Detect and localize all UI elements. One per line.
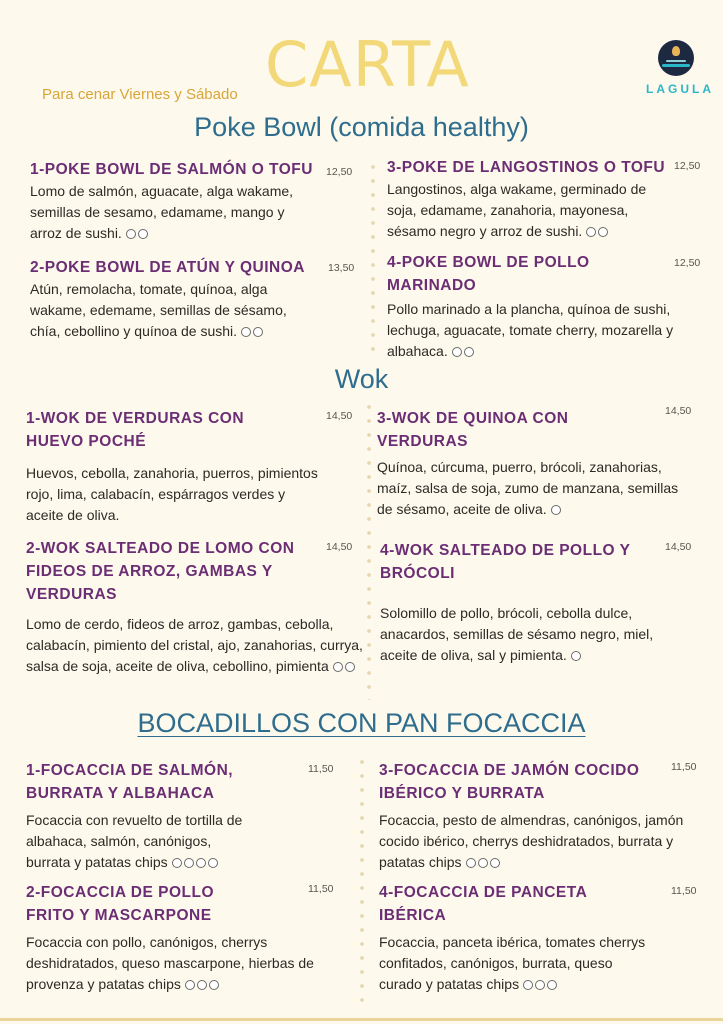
menu-item-poke1 [30,158,360,244]
page-title: CARTA [265,28,470,101]
menu-item-wok4 [380,539,710,666]
section-title-poke: Poke Bowl (comida healthy) [194,112,529,142]
item-description: Lomo de cerdo, fideos de arroz, gambas, cebolla, calabacín, pimiento del cristal, ajo, zanahorias, currya, salsa de soja, aceite de oliva, cebollino, pimienta [26,616,363,674]
section-title-bocadillos: BOCADILLOS CON PAN FOCACCIA [137,708,586,738]
menu-item-foc2 [26,881,356,995]
item-description: Quínoa, cúrcuma, puerro, brócoli, zanahorias, maíz, salsa de soja, zumo de manzana, semillas de sésamo, aceite de oliva. [377,459,679,517]
item-price: 14,50 [665,541,692,553]
allergen-icon [333,662,343,672]
allergen-icon [184,858,194,868]
item-price: 14,50 [326,541,353,553]
allergen-icon [452,347,462,357]
logo [646,40,714,96]
item-price: 13,50 [328,262,355,274]
allergen-icon [185,980,195,990]
allergen-icon [523,980,533,990]
allergen-icon [478,858,488,868]
item-name: 4-POKE BOWL DE POLLO MARINADO [387,254,590,294]
item-description: Focaccia, pesto de almendras, canónigos, jamón cocido ibérico, cherrys deshidratados, burrata y patatas chips [379,812,684,870]
allergen-icon [208,858,218,868]
item-description: Atún, remolacha, tomate, quínoa, alga wakame, edemame, semillas de sésamo, chía, cebollino y quínoa de sushi. [30,281,287,339]
item-price: 11,50 [671,885,697,897]
item-price: 11,50 [308,763,334,775]
item-description: Focaccia con revuelto de tortilla de albahaca, salmón, canónigos, burrata y patatas chips [26,812,243,870]
section-title-wok: Wok [334,364,389,394]
allergen-icon [209,980,219,990]
menu-item-foc3 [379,759,709,873]
item-name: 2-POKE BOWL DE ATÚN Y QUINOA [30,259,305,276]
menu-item-wok1 [26,407,366,526]
column-divider [371,160,375,355]
item-description: Langostinos, alga wakame, germinado de soja, edamame, zanahoria, mayonesa, sésamo negro y arroz de sushi. [387,181,647,239]
item-description: Focaccia, panceta ibérica, tomates cherrys confitados, canónigos, burrata, queso curado y patatas chips [379,934,646,992]
bottom-rule [0,1018,723,1021]
item-price: 11,50 [308,883,334,895]
item-price: 11,50 [671,761,697,773]
allergen-icon [598,227,608,237]
item-description: Solomillo de pollo, brócoli, cebolla dulce, anacardos, semillas de sésamo negro, miel, aceite de oliva, sal y pimienta. [380,605,654,663]
item-name: 4-WOK SALTEADO DE POLLO Y BRÓCOLI [380,542,631,582]
allergen-icon [253,327,263,337]
menu-item-poke2 [30,256,360,342]
item-price: 14,50 [326,410,353,422]
item-description: Huevos, cebolla, zanahoria, puerros, pimientos rojo, lima, calabacín, espárragos verdes y aceite de oliva. [26,465,318,523]
item-name: 3-FOCACCIA DE JAMÓN COCIDO IBÉRICO Y BURRATA [379,762,640,802]
item-name: 1-WOK DE VERDURAS CON HUEVO POCHÉ [26,410,245,450]
page-subtitle: Para cenar Viernes y Sábado [42,86,238,103]
item-name: 2-WOK SALTEADO DE LOMO CON FIDEOS DE ARROZ, GAMBAS Y VERDURAS [26,540,295,603]
item-name: 2-FOCACCIA DE POLLO FRITO Y MASCARPONE [26,884,215,924]
allergen-icon [490,858,500,868]
allergen-icon [551,505,561,515]
allergen-icon [197,980,207,990]
item-name: 4-FOCACCIA DE PANCETA IBÉRICA [379,884,587,924]
allergen-icon [126,229,136,239]
allergen-icon [571,651,581,661]
menu-item-foc1 [26,759,356,873]
logo-icon [658,40,694,76]
menu-item-poke3 [387,156,707,242]
item-description: Lomo de salmón, aguacate, alga wakame, semillas de sesamo, edamame, mango y arroz de sushi. [30,183,294,241]
allergen-icon [138,229,148,239]
allergen-icon [345,662,355,672]
allergen-icon [196,858,206,868]
item-description: Focaccia con pollo, canónigos, cherrys deshidratados, queso mascarpone, hierbas de provenza y patatas chips [26,934,314,992]
item-name: 1-POKE BOWL DE SALMÓN O TOFU [30,161,313,178]
menu-item-wok2 [26,537,366,677]
item-price: 12,50 [326,166,353,178]
allergen-icon [586,227,596,237]
item-price: 12,50 [674,257,701,269]
item-price: 14,50 [665,405,692,417]
item-name: 1-FOCACCIA DE SALMÓN, BURRATA Y ALBAHACA [26,762,234,802]
menu-item-wok3 [377,407,707,520]
item-name: 3-POKE DE LANGOSTINOS O TOFU [387,159,666,176]
menu-item-poke4 [387,251,707,362]
allergen-icon [466,858,476,868]
column-divider [360,755,364,1005]
item-name: 3-WOK DE QUINOA CON VERDURAS [377,410,569,450]
allergen-icon [241,327,251,337]
allergen-icon [535,980,545,990]
allergen-icon [547,980,557,990]
allergen-icon [464,347,474,357]
column-divider [367,400,371,700]
item-price: 12,50 [674,160,701,172]
menu-item-foc4 [379,881,709,995]
allergen-icon [172,858,182,868]
logo-text: LAGULA [646,82,714,96]
item-description: Pollo marinado a la plancha, quínoa de sushi, lechuga, aguacate, tomate cherry, mozarella y albahaca. [387,301,674,359]
